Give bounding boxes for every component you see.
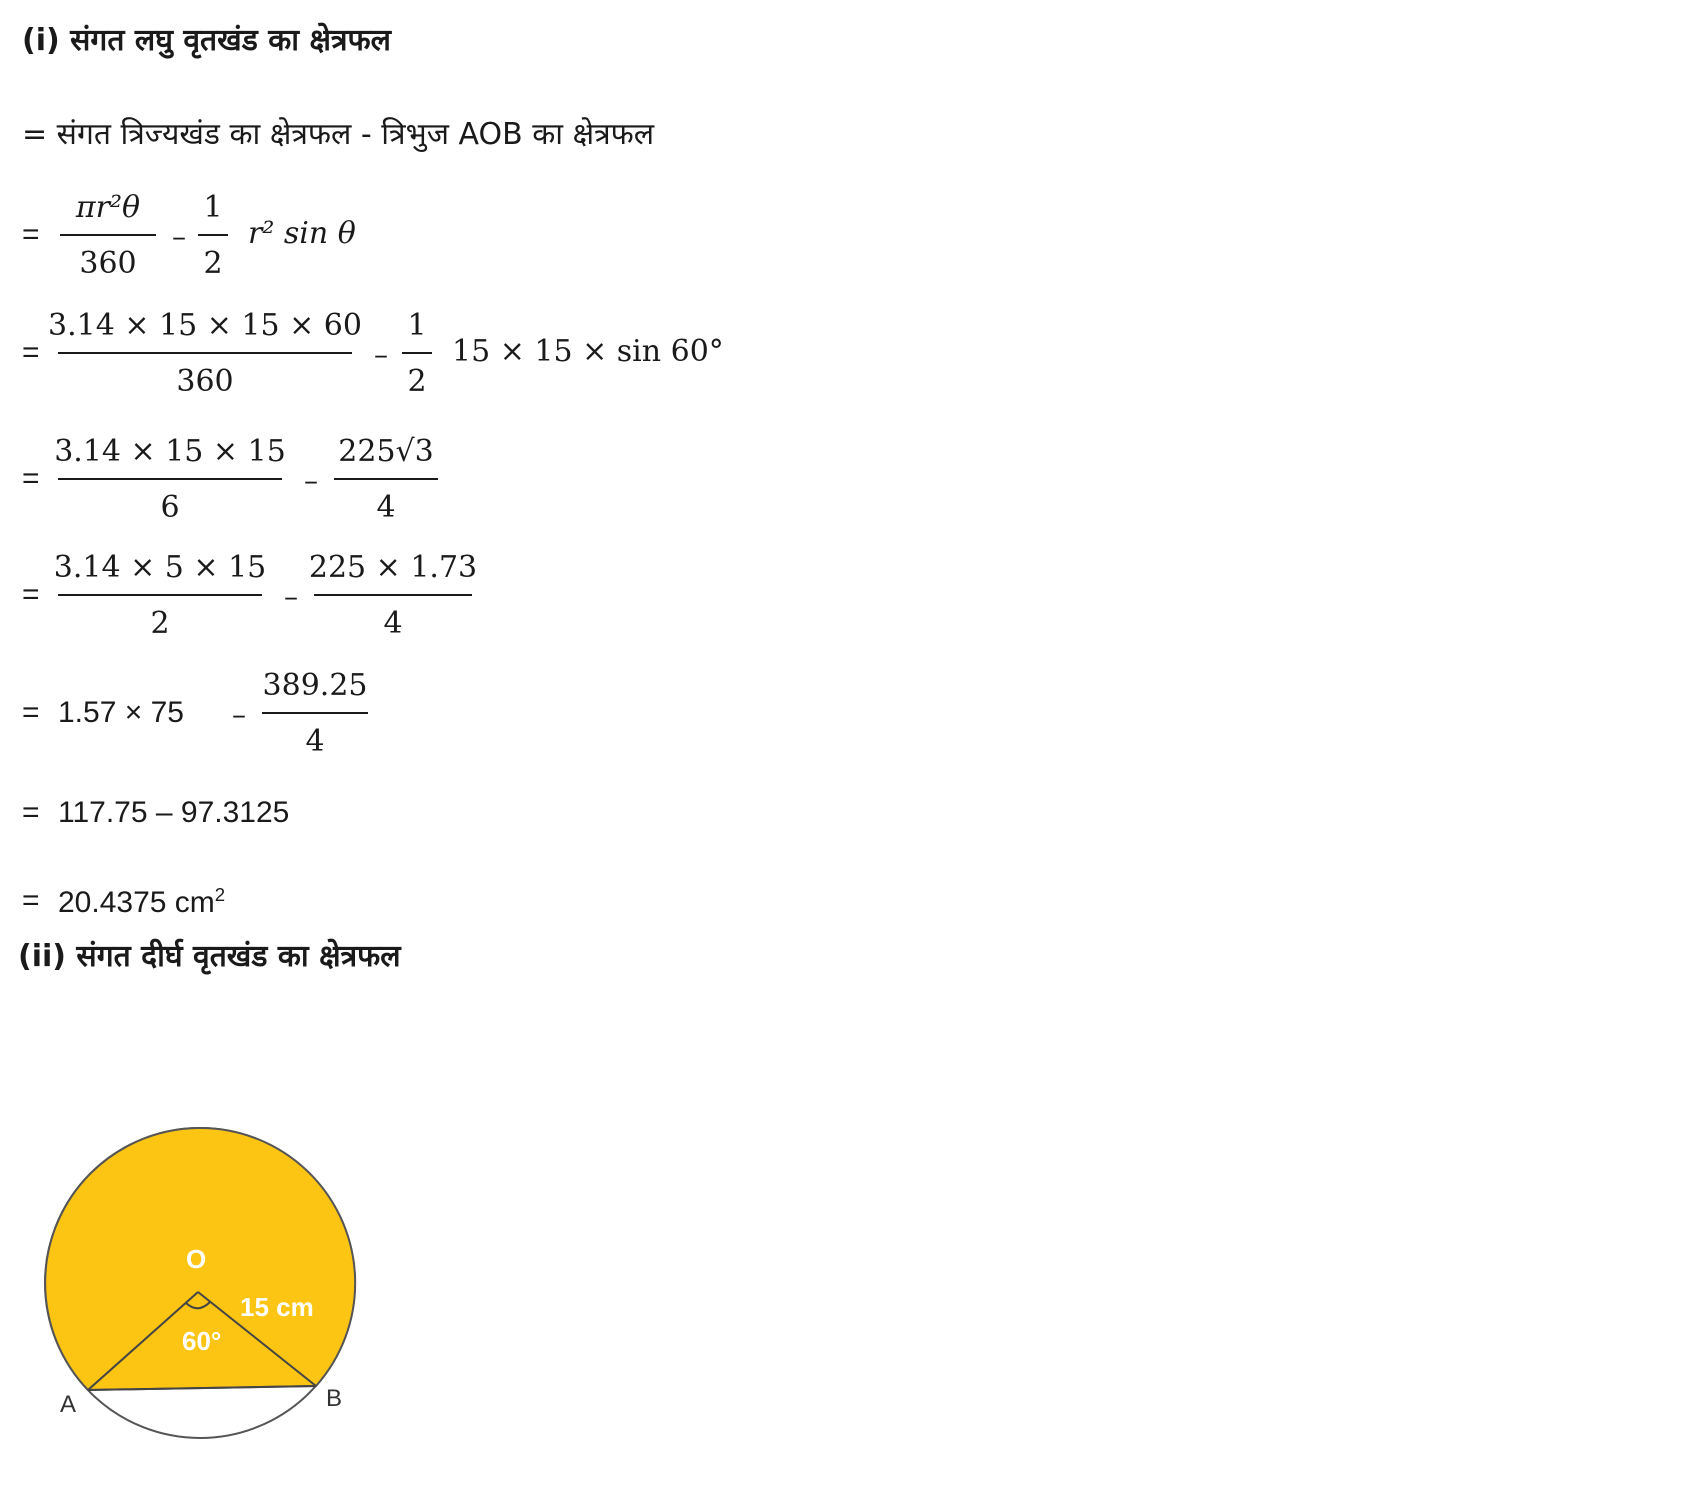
part2-heading: (ii) संगत दीर्घ वृतखंड का क्षेत्रफल [18,939,401,974]
denominator: 2 [407,364,427,399]
fraction-bar [314,594,472,596]
numerator: 3.14 × 15 × 15 × 60 [48,308,362,343]
numerator: 3.14 × 15 × 15 [54,434,286,469]
fraction-sector-value [48,308,362,400]
numerator: πr²θ [75,190,141,225]
numerator: 389.25 [262,668,368,703]
fraction-triangle-decimal [308,550,478,642]
fraction-bar [58,594,262,596]
fraction-sector-area [60,190,156,282]
denominator: 2 [203,246,223,281]
fraction-sector-simplified [54,434,286,526]
denominator: 4 [305,724,325,759]
triangle-value-term: 15 × 15 × sin 60° [452,334,724,369]
point-a-label: A [60,1391,77,1418]
equals-sign: = [22,462,40,495]
difference-step: 117.75 – 97.3125 [58,796,290,829]
fraction-389 [262,668,368,760]
fraction-root3 [334,434,438,526]
minus-sign: – [172,220,186,253]
fraction-bar [198,234,228,236]
numerator: 1 [203,190,223,225]
result-exponent: 2 [214,884,226,905]
denominator: 360 [176,364,234,399]
angle-label: 60° [182,1326,222,1356]
fraction-bar [58,352,352,354]
center-label-o: O [186,1244,207,1274]
numerator: 1 [407,308,427,343]
denominator: 360 [79,246,137,281]
numerator: 225√3 [338,434,434,469]
fraction-bar [58,478,282,480]
equals-sign: = [22,218,40,251]
numerator: 3.14 × 5 × 15 [53,550,267,585]
numerator: 225 × 1.73 [308,550,478,585]
fraction-half [198,190,228,282]
circle-segment-diagram [40,1100,380,1460]
minus-sign: – [304,464,318,497]
equals-sign: = [22,578,40,611]
fraction-bar [60,234,156,236]
fraction-bar [334,478,438,480]
minus-sign: – [284,580,298,613]
denominator: 4 [383,606,403,641]
fraction-bar [262,712,368,714]
equals-sign: = [22,796,40,829]
part1-heading: (i) संगत लघु वृतखंड का क्षेत्रफल [22,23,391,58]
point-b-label: B [326,1385,343,1412]
equals-sign: = [22,336,40,369]
minus-sign: – [374,338,388,371]
denominator: 6 [160,490,180,525]
formula-description: = संगत त्रिज्यखंड का क्षेत्रफल - त्रिभुज AOB का क्षेत्रफल [22,117,655,152]
equals-sign: = [22,884,40,917]
minus-sign: – [232,698,246,731]
result-value: 20.4375 cm [58,886,215,919]
radius-label: 15 cm [240,1292,314,1322]
triangle-term: r² sin θ [248,216,356,251]
fraction-sector-reduced [53,550,267,642]
fraction-bar [402,352,432,354]
denominator: 2 [150,606,170,641]
fraction-half [402,308,432,400]
denominator: 4 [376,490,396,525]
equals-sign: = [22,696,40,729]
final-result [58,884,225,920]
product-term: 1.57 × 75 [58,696,184,729]
